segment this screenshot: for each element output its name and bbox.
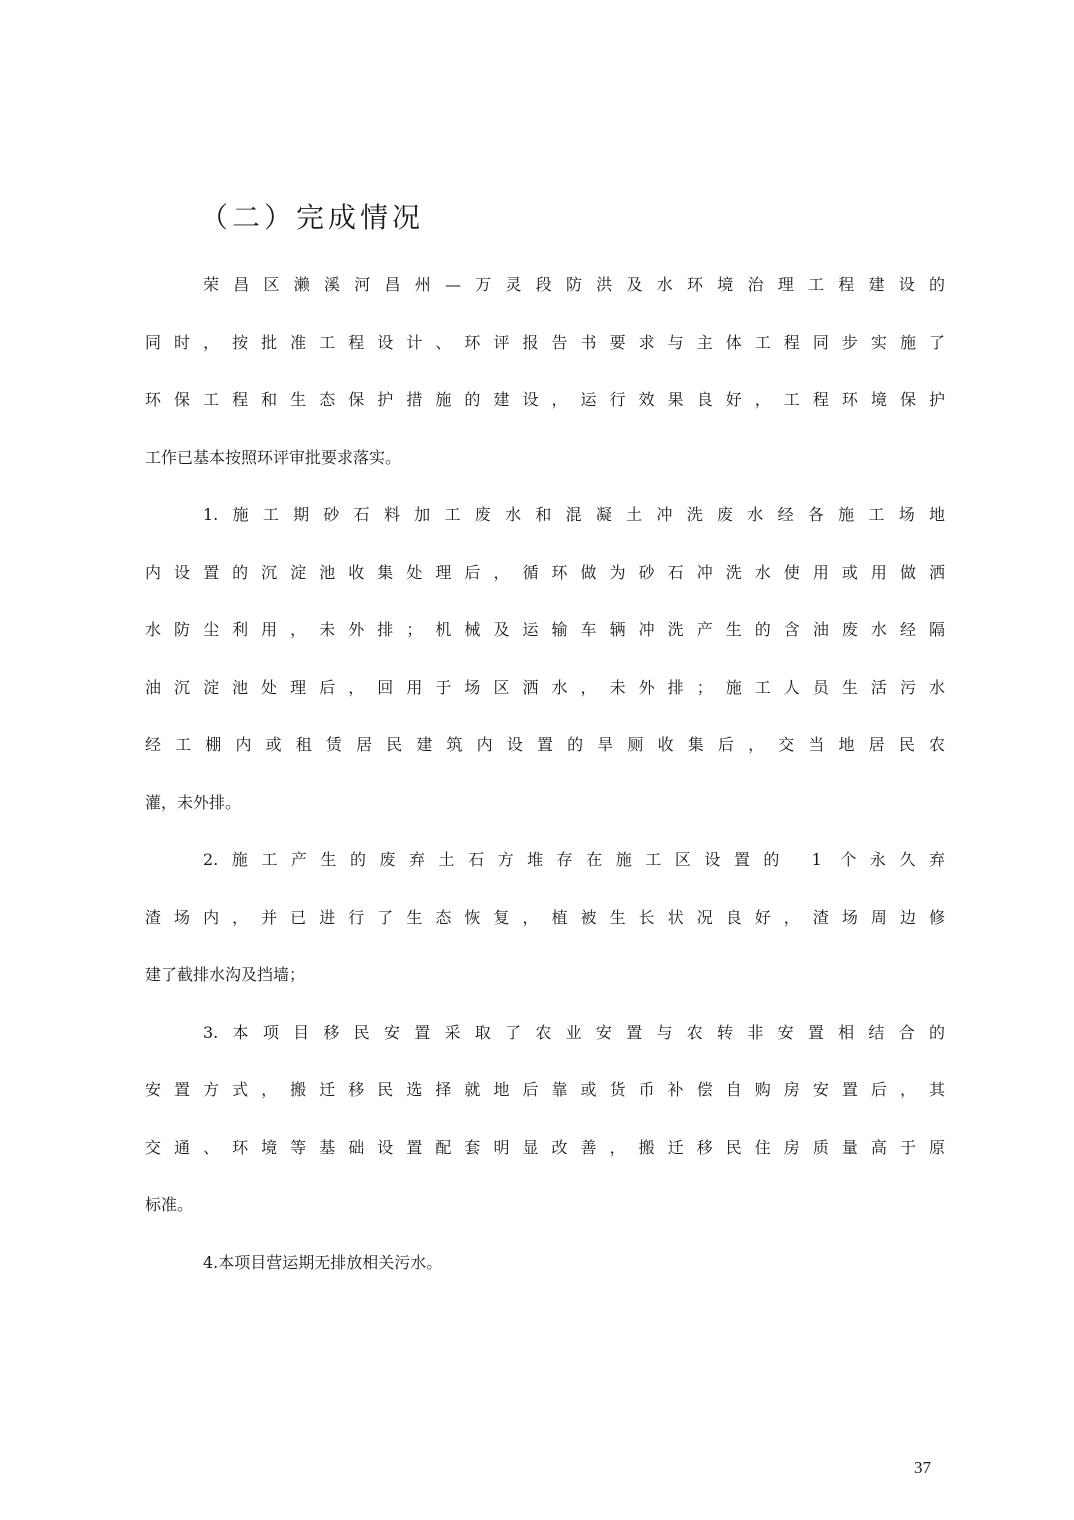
text-line: 渣场内，并已进行了生态恢复，植被生长状况良好，渣场周边修 <box>145 907 945 927</box>
paragraph-item-3 <box>145 1020 945 1250</box>
paragraph-item-2 <box>145 847 945 1020</box>
paragraph-item-1 <box>145 502 945 847</box>
text-line: 工作已基本按照环评审批要求落实。 <box>145 447 402 467</box>
text-line: 荣昌区濑溪河昌州—万灵段防洪及水环境治理工程建设的 <box>203 275 945 294</box>
paragraph-item-4 <box>145 1250 945 1308</box>
text-line: 灌，未外排。 <box>145 792 242 812</box>
text-line: 交通、环境等基础设置配套明显改善，搬迁移民住房质量高于原 <box>145 1137 945 1157</box>
text-line: 水防尘利用，未外排；机械及运输车辆冲洗产生的含油废水经隔 <box>145 620 945 639</box>
text-line: 2.施工产生的废弃土石方堆存在施工区设置的 1 个永久弃 <box>203 850 945 869</box>
text-line: 3.本项目移民安置采取了农业安置与农转非安置相结合的 <box>203 1022 945 1042</box>
text-line: 环保工程和生态保护措施的建设，运行效果良好，工程环境保护 <box>145 390 945 409</box>
text-line: 4.本项目营运期无排放相关污水。 <box>203 1252 443 1272</box>
text-line: 同时，按批准工程设计、环评报告书要求与主体工程同步实施了 <box>145 332 945 352</box>
paragraph-summary <box>145 272 945 502</box>
text-line: 标准。 <box>145 1195 194 1214</box>
text-line: 建了截排水沟及挡墙； <box>145 965 306 984</box>
text-line: 1.施工期砂石料加工废水和混凝土冲洗废水经各施工场地 <box>203 505 945 524</box>
text-line: 内设置的沉淀池收集处理后，循环做为砂石冲洗水使用或用做洒 <box>145 562 945 582</box>
text-line: 经工棚内或租赁居民建筑内设置的旱厕收集后，交当地居民农 <box>145 735 945 754</box>
section-heading: （二）完成情况 <box>200 201 425 234</box>
text-line: 油沉淀池处理后，回用于场区洒水，未外排；施工人员生活污水 <box>145 677 945 697</box>
body-text <box>145 272 945 1307</box>
text-line: 安置方式，搬迁移民选择就地后靠或货币补偿自购房安置后，其 <box>145 1080 945 1099</box>
page-number: 37 <box>914 1458 931 1477</box>
